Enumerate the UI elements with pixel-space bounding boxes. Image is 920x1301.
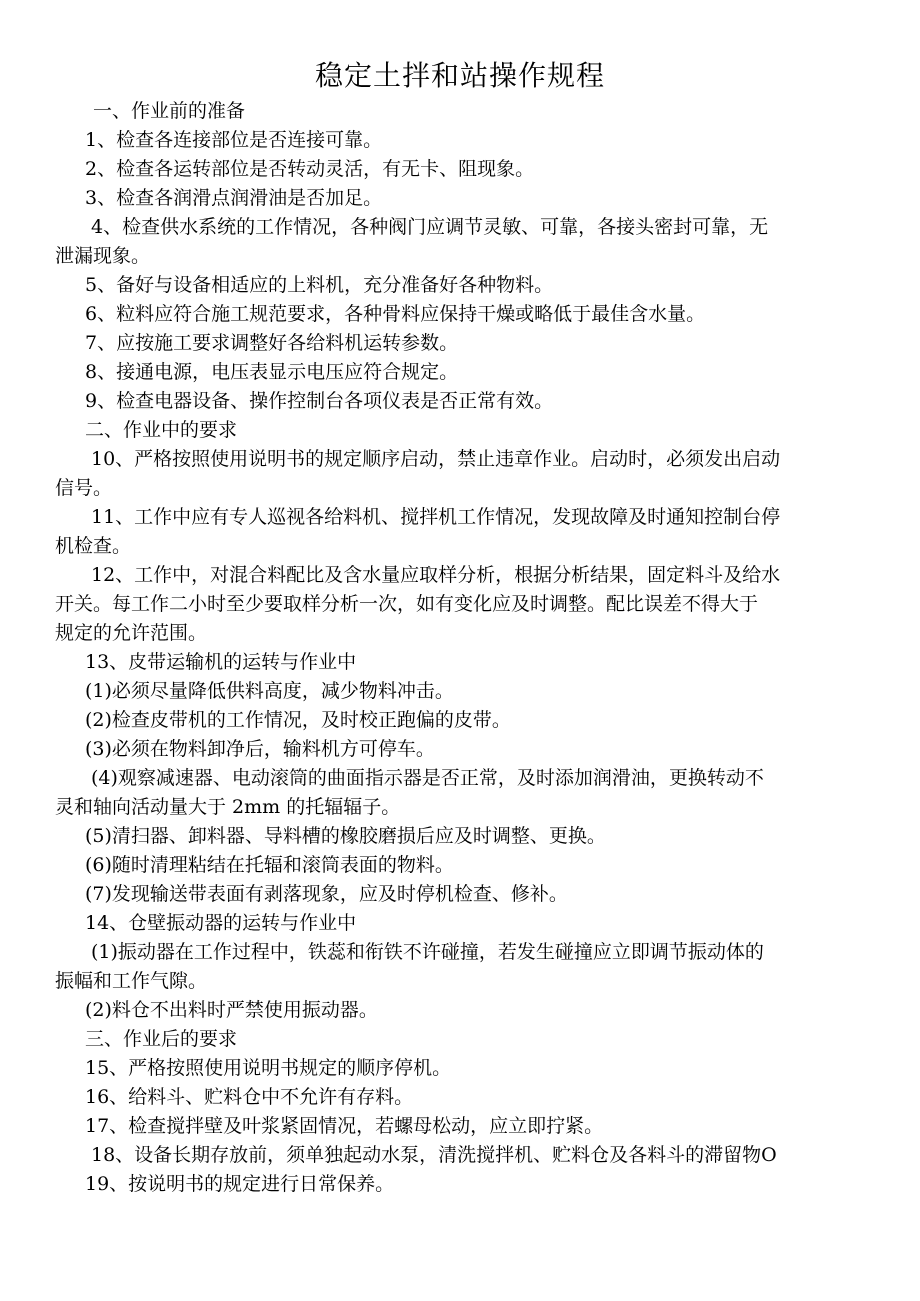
section-heading: 二、作业中的要求 <box>85 419 238 441</box>
paragraph-line: 2、检查各运转部位是否转动灵活，有无卡、阻现象。 <box>85 158 535 180</box>
paragraph-line: 11、工作中应有专人巡视各给料机、搅拌机工作情况，发现故障及时通知控制台停 <box>91 506 781 528</box>
paragraph-line: 振幅和工作气隙。 <box>55 970 208 992</box>
paragraph-line: 规定的允许范围。 <box>55 622 208 644</box>
paragraph-line: (1)必须尽量降低供料高度，减少物料冲击。 <box>85 680 454 702</box>
paragraph-line: (2)料仓不出料时严禁使用振动器。 <box>85 999 378 1021</box>
paragraph-line: 17、检查搅拌壁及叶浆紧固情况，若螺母松动，应立即拧紧。 <box>85 1115 604 1137</box>
paragraph-line: 18、设备长期存放前，须单独起动水泵，清洗搅拌机、贮料仓及各料斗的滞留物O <box>91 1144 777 1166</box>
document-title: 稳定土拌和站操作规程 <box>314 59 605 92</box>
paragraph-line: (2)检查皮带机的工作情况，及时校正跑偏的皮带。 <box>85 709 511 731</box>
paragraph-line: 4、检查供水系统的工作情况，各种阀门应调节灵敏、可靠，各接头密封可靠，无 <box>91 216 769 238</box>
paragraph-line: 机检查。 <box>55 535 132 557</box>
paragraph-line: 5、备好与设备相适应的上料机，充分准备好各种物料。 <box>85 274 554 296</box>
paragraph-line: 16、给料斗、贮料仓中不允许有存料。 <box>85 1086 414 1108</box>
paragraph-line: 信号。 <box>55 477 113 499</box>
paragraph-line: (5)清扫器、卸料器、导料槽的橡胶磨损后应及时调整、更换。 <box>85 825 606 847</box>
paragraph-line: 1、检查各连接部位是否连接可靠。 <box>85 129 383 151</box>
paragraph-line: (1)振动器在工作过程中，铁蕊和衔铁不许碰撞，若发生碰撞应立即调节振动体的 <box>91 941 764 963</box>
paragraph-line: (4)观察减速器、电动滚筒的曲面指示器是否正常，及时添加润滑油，更换转动不 <box>91 767 764 789</box>
paragraph-line: (7)发现输送带表面有剥落现象，应及时停机检查、修补。 <box>85 883 568 905</box>
paragraph-line: 3、检查各润滑点润滑油是否加足。 <box>85 187 383 209</box>
paragraph-line: 9、检查电器设备、操作控制台各项仪表是否正常有效。 <box>85 390 554 412</box>
paragraph-line: 12、工作中，对混合料配比及含水量应取样分析，根据分析结果，固定料斗及给水 <box>91 564 781 586</box>
paragraph-line: 6、粒料应符合施工规范要求，各种骨料应保持干燥或略低于最佳含水量。 <box>85 303 706 325</box>
paragraph-line: (3)必须在物料卸净后，输料机方可停车。 <box>85 738 435 760</box>
subsection-heading: 14、仓壁振动器的运转与作业中 <box>85 912 357 934</box>
section-heading: 三、作业后的要求 <box>85 1028 238 1050</box>
paragraph-line: 泄漏现象。 <box>55 245 151 267</box>
paragraph-line: 10、严格按照使用说明书的规定顺序启动，禁止违章作业。启动时，必须发出启动 <box>91 448 781 470</box>
paragraph-line: 15、严格按照使用说明书规定的顺序停机。 <box>85 1057 452 1079</box>
paragraph-line: 8、接通电源，电压表显示电压应符合规定。 <box>85 361 459 383</box>
paragraph-line: 开关。每工作二小时至少要取样分析一次，如有变化应及时调整。配比误差不得大于 <box>55 593 759 615</box>
document-body <box>55 97 867 1199</box>
paragraph-line: (6)随时清理粘结在托辐和滚筒表面的物料。 <box>85 854 454 876</box>
subsection-heading: 13、皮带运输机的运转与作业中 <box>85 651 357 673</box>
paragraph-line: 7、应按施工要求调整好各给料机运转参数。 <box>85 332 459 354</box>
paragraph-line: 灵和轴向活动量大于 2mm 的托辐辐子。 <box>55 796 401 818</box>
section-heading: 一、作业前的准备 <box>93 100 246 122</box>
paragraph-line: 19、按说明书的规定进行日常保养。 <box>85 1173 395 1195</box>
